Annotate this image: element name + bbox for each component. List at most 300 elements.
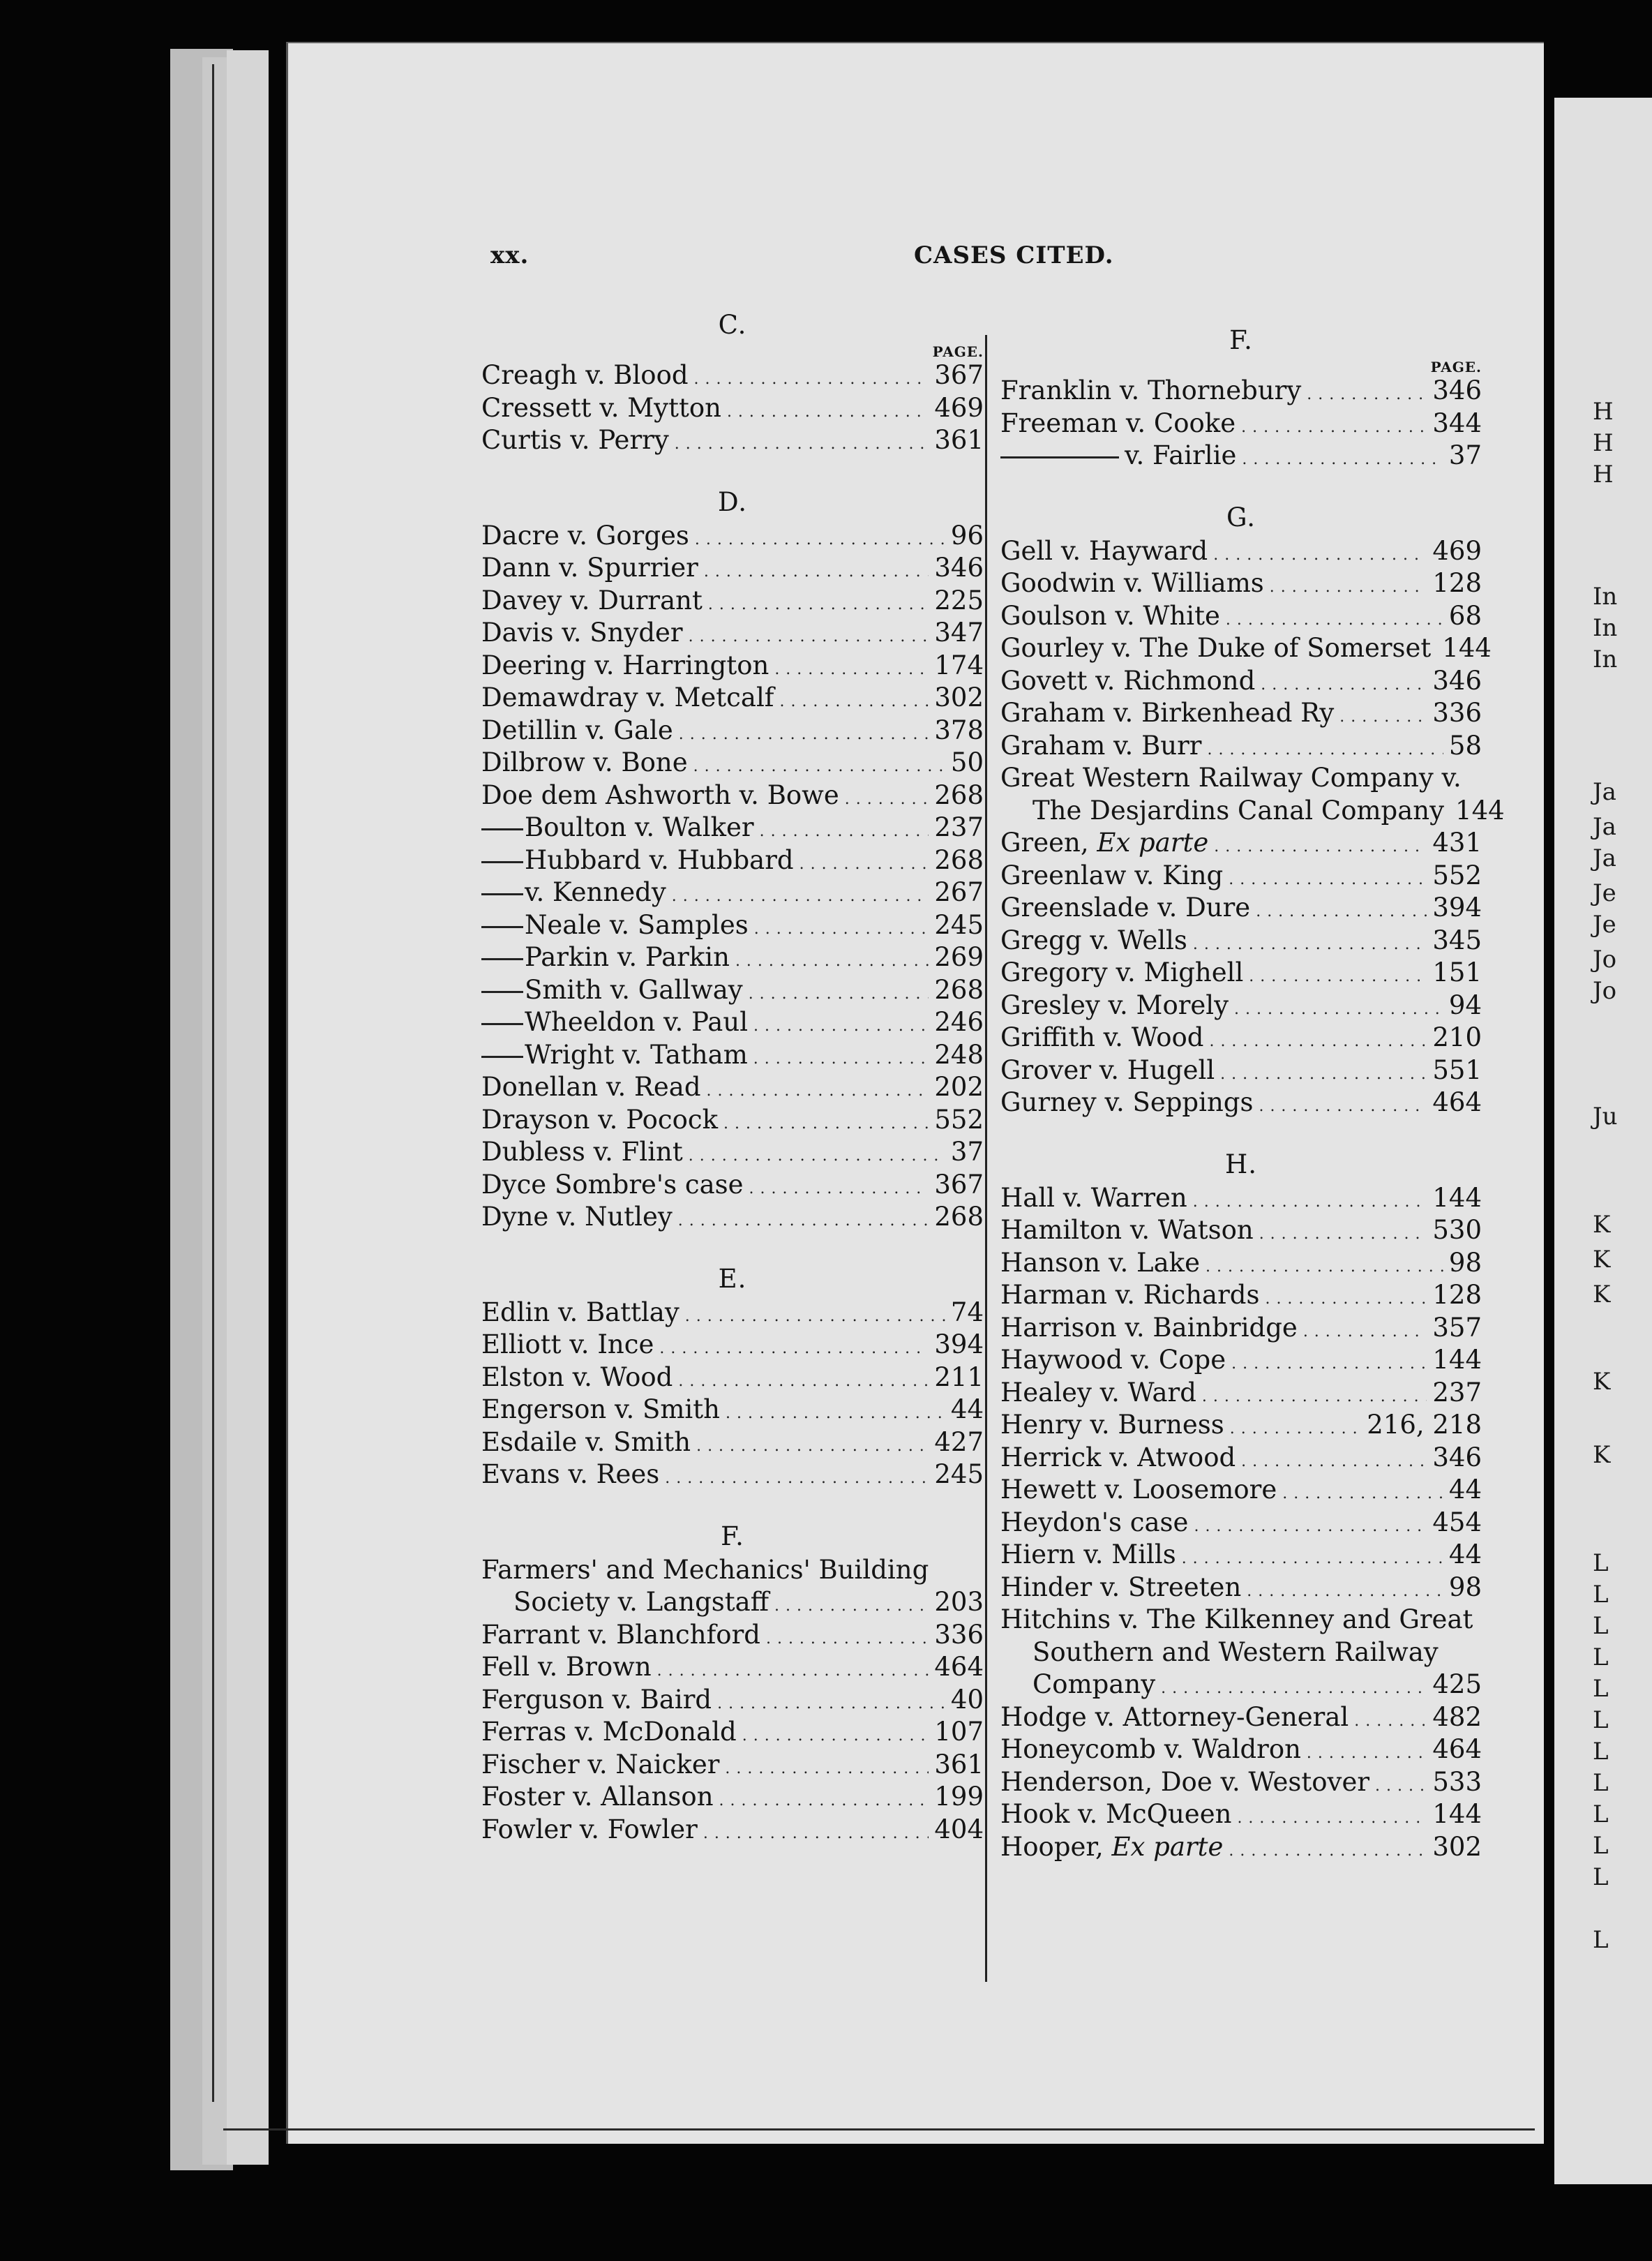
dot-leader bbox=[1247, 1572, 1443, 1602]
case-name bbox=[1000, 408, 1236, 438]
case-entry bbox=[481, 1652, 984, 1685]
case-entry bbox=[1000, 698, 1482, 731]
page-number: 128 bbox=[1432, 568, 1482, 598]
case-entry bbox=[1000, 1767, 1482, 1800]
case-entry bbox=[481, 1007, 984, 1040]
facing-page-letter: Ja bbox=[1593, 778, 1616, 806]
dot-leader bbox=[1241, 408, 1427, 438]
dot-leader bbox=[1230, 1410, 1361, 1440]
case-name bbox=[1000, 633, 1431, 663]
page-number: 336 bbox=[934, 1619, 984, 1650]
page-number: 378 bbox=[934, 715, 984, 745]
case-name bbox=[481, 1587, 769, 1617]
case-name-text: Great Western Railway Company v. bbox=[1000, 763, 1462, 793]
case-entry bbox=[481, 1814, 984, 1847]
page-number: 94 bbox=[1448, 990, 1482, 1020]
facing-page-letter: K bbox=[1593, 1441, 1611, 1469]
case-name bbox=[1000, 1604, 1473, 1634]
dot-leader bbox=[1231, 1345, 1427, 1375]
case-name bbox=[1000, 1215, 1254, 1245]
case-name-text: Davis v. Snyder bbox=[481, 618, 683, 648]
page-number: 361 bbox=[934, 1749, 984, 1779]
page-number: 248 bbox=[934, 1039, 984, 1070]
ditto-dash bbox=[481, 1023, 523, 1025]
page-number: 210 bbox=[1432, 1022, 1482, 1052]
case-name-text: Heydon's case bbox=[1000, 1507, 1189, 1537]
page-number: 44 bbox=[1448, 1539, 1482, 1569]
page-number: 551 bbox=[1432, 1054, 1482, 1085]
page-number: 144 bbox=[1432, 1799, 1482, 1829]
case-name-text: Green, bbox=[1000, 828, 1097, 858]
case-name-text: Drayson v. Pocock bbox=[481, 1104, 719, 1135]
case-name-text: Boulton v. Walker bbox=[525, 812, 754, 842]
case-name-text: Hook v. McQueen bbox=[1000, 1799, 1232, 1829]
dot-leader bbox=[689, 1137, 945, 1167]
dot-leader bbox=[742, 1717, 929, 1747]
facing-page-letter: L bbox=[1593, 1612, 1609, 1640]
case-name-text: Freeman v. Cooke bbox=[1000, 408, 1236, 438]
section-letter: F. bbox=[1229, 325, 1253, 355]
case-name bbox=[481, 1362, 673, 1392]
page-number: 336 bbox=[1432, 698, 1482, 728]
case-name bbox=[1000, 375, 1301, 405]
facing-page-letter: L bbox=[1593, 1926, 1609, 1954]
case-name bbox=[1000, 1183, 1187, 1213]
dot-leader bbox=[1213, 536, 1427, 566]
case-name bbox=[1000, 666, 1255, 696]
case-entry bbox=[1000, 1604, 1482, 1637]
case-name-text: Esdaile v. Smith bbox=[481, 1426, 691, 1457]
page-number: 464 bbox=[934, 1652, 984, 1682]
page-number: 58 bbox=[1448, 730, 1482, 761]
case-entry bbox=[481, 553, 984, 585]
case-name bbox=[1000, 1442, 1236, 1472]
case-entry bbox=[481, 1105, 984, 1137]
case-name bbox=[481, 1297, 679, 1327]
page-number: 37 bbox=[1448, 440, 1482, 470]
case-name-text: Hall v. Warren bbox=[1000, 1182, 1187, 1213]
case-name-text: Graham v. Burr bbox=[1000, 730, 1202, 761]
case-name-text: v. Kennedy bbox=[525, 877, 666, 907]
case-name bbox=[1000, 1087, 1253, 1117]
facing-page-letter: Jo bbox=[1593, 946, 1617, 973]
page-number: 469 bbox=[1432, 535, 1482, 566]
page-number: 268 bbox=[934, 779, 984, 810]
case-name-text: Doe dem Ashworth v. Bowe bbox=[481, 779, 839, 810]
case-name bbox=[1000, 1572, 1241, 1602]
case-name-text: Company bbox=[1032, 1669, 1156, 1699]
case-name-text: Fowler v. Fowler bbox=[481, 1814, 698, 1844]
dot-leader bbox=[1270, 568, 1427, 598]
dot-leader bbox=[1241, 1442, 1427, 1472]
dot-leader bbox=[1303, 1313, 1427, 1343]
case-name-text: Gurney v. Seppings bbox=[1000, 1087, 1254, 1117]
page-number: 302 bbox=[934, 682, 984, 712]
ditto-dash bbox=[481, 926, 523, 928]
case-entry bbox=[1000, 1215, 1482, 1248]
case-name bbox=[1000, 1669, 1155, 1699]
dot-leader bbox=[679, 715, 929, 745]
case-entry bbox=[481, 1717, 984, 1749]
case-name-italic: Ex parte bbox=[1111, 1831, 1224, 1862]
dot-leader bbox=[657, 1652, 929, 1682]
case-name-text: Gregg v. Wells bbox=[1000, 925, 1187, 955]
left-column bbox=[481, 307, 984, 1846]
page-number: 151 bbox=[1432, 957, 1482, 987]
facing-page-letter: L bbox=[1593, 1769, 1609, 1797]
case-name-text: Healey v. Ward bbox=[1000, 1377, 1196, 1408]
page-number: 98 bbox=[1448, 1572, 1482, 1602]
section-gap bbox=[1000, 1120, 1482, 1147]
case-name bbox=[481, 780, 839, 810]
facing-page-letter: Ja bbox=[1593, 813, 1616, 841]
case-entry bbox=[1000, 1637, 1482, 1670]
case-name bbox=[1000, 796, 1444, 826]
page-number: 174 bbox=[934, 650, 984, 680]
case-entry bbox=[1000, 925, 1482, 958]
case-name bbox=[481, 1652, 652, 1682]
case-name bbox=[1000, 763, 1462, 793]
page-column-label: PAGE. bbox=[1430, 359, 1482, 375]
facing-page-letter: L bbox=[1593, 1581, 1609, 1609]
case-entry bbox=[481, 1137, 984, 1170]
case-name bbox=[481, 553, 698, 583]
dot-leader bbox=[1282, 1475, 1443, 1505]
case-name-text: Dann v. Spurrier bbox=[481, 553, 698, 583]
case-entry bbox=[1000, 440, 1482, 473]
page-number: 246 bbox=[934, 1007, 984, 1037]
section-gap bbox=[481, 1234, 984, 1261]
case-name bbox=[481, 1782, 714, 1812]
dot-leader bbox=[1354, 1702, 1427, 1732]
page-number: 225 bbox=[934, 585, 984, 615]
facing-page-letter: K bbox=[1593, 1281, 1611, 1308]
case-entry bbox=[481, 1040, 984, 1073]
case-name-text: Cressett v. Mytton bbox=[481, 392, 721, 423]
case-entry bbox=[481, 521, 984, 553]
case-entry bbox=[1000, 1313, 1482, 1345]
section-letter: E. bbox=[718, 1263, 747, 1294]
facing-page-letter: L bbox=[1593, 1863, 1609, 1891]
page-number: 552 bbox=[934, 1104, 984, 1135]
dot-leader bbox=[703, 1814, 929, 1844]
case-name bbox=[1000, 828, 1208, 858]
dot-leader bbox=[678, 1202, 929, 1232]
case-name bbox=[1000, 957, 1243, 987]
dot-leader bbox=[1339, 698, 1427, 728]
case-name-text: Dacre v. Gorges bbox=[481, 520, 689, 551]
case-entry bbox=[481, 1362, 984, 1395]
case-entry bbox=[481, 942, 984, 975]
facing-page-letter: In bbox=[1593, 583, 1618, 611]
case-entry bbox=[481, 360, 984, 393]
dot-leader bbox=[723, 1105, 929, 1135]
case-entry bbox=[1000, 828, 1482, 860]
page-number: 268 bbox=[934, 974, 984, 1005]
case-entry bbox=[1000, 1475, 1482, 1507]
case-name bbox=[1000, 860, 1223, 890]
facing-page-letter: K bbox=[1593, 1211, 1611, 1239]
dot-leader bbox=[1242, 440, 1443, 470]
page-number: 74 bbox=[950, 1297, 984, 1327]
dot-leader bbox=[719, 1782, 929, 1812]
case-name bbox=[481, 910, 749, 940]
case-name bbox=[481, 682, 774, 712]
case-name-text: Society v. Langstaff bbox=[513, 1587, 769, 1617]
facing-page-letter: Je bbox=[1593, 879, 1616, 907]
page-number: 203 bbox=[934, 1587, 984, 1617]
facing-page-letter: L bbox=[1593, 1643, 1609, 1671]
ditto-dash bbox=[1000, 456, 1119, 458]
case-entry bbox=[481, 425, 984, 458]
page-number: 37 bbox=[950, 1137, 984, 1167]
case-entry bbox=[1000, 990, 1482, 1023]
page-number: 237 bbox=[1432, 1377, 1482, 1408]
case-entry bbox=[1000, 957, 1482, 990]
case-name-text: Farrant v. Blanchford bbox=[481, 1619, 760, 1650]
dot-leader bbox=[1209, 1022, 1427, 1052]
case-entry bbox=[481, 1072, 984, 1105]
case-name bbox=[1000, 893, 1250, 923]
case-name-text: Dilbrow v. Bone bbox=[481, 747, 688, 777]
case-name-text: Gell v. Hayward bbox=[1000, 535, 1208, 566]
case-entry bbox=[1000, 1572, 1482, 1605]
case-entry bbox=[1000, 860, 1482, 893]
case-name-text: Fischer v. Naicker bbox=[481, 1749, 720, 1779]
dot-leader bbox=[672, 877, 929, 907]
case-name-text: Ferguson v. Baird bbox=[481, 1684, 712, 1715]
section-gap bbox=[481, 1492, 984, 1518]
case-name bbox=[481, 845, 794, 875]
case-name-text: Franklin v. Thornebury bbox=[1000, 375, 1302, 405]
case-name bbox=[481, 1072, 701, 1102]
case-entry bbox=[481, 1170, 984, 1202]
dot-leader bbox=[708, 585, 929, 615]
facing-page-letter: Ju bbox=[1593, 1103, 1618, 1130]
dot-leader bbox=[749, 1170, 929, 1200]
case-entry bbox=[1000, 1832, 1482, 1865]
page-edge-front bbox=[227, 50, 269, 2165]
case-name-text: Creagh v. Blood bbox=[481, 360, 689, 390]
dot-leader bbox=[717, 1685, 945, 1715]
column-rule bbox=[985, 335, 987, 1982]
dot-leader bbox=[735, 942, 929, 972]
case-name bbox=[1000, 1345, 1226, 1375]
dot-leader bbox=[689, 618, 929, 648]
case-entry bbox=[1000, 763, 1482, 796]
case-name bbox=[481, 1105, 718, 1135]
case-name bbox=[481, 1137, 683, 1167]
dot-leader bbox=[1237, 1799, 1427, 1829]
case-name bbox=[481, 1329, 654, 1359]
page-number: 404 bbox=[934, 1814, 984, 1844]
facing-page-letter: L bbox=[1593, 1675, 1609, 1703]
dot-leader bbox=[1229, 1832, 1427, 1862]
page-number: 40 bbox=[950, 1684, 984, 1715]
case-name-text: Hanson v. Lake bbox=[1000, 1247, 1200, 1278]
page-number: 394 bbox=[1432, 893, 1482, 923]
dot-leader bbox=[1307, 375, 1427, 405]
ditto-dash bbox=[481, 1056, 523, 1058]
case-name bbox=[481, 1459, 659, 1489]
case-name-text: Detillin v. Gale bbox=[481, 715, 673, 745]
case-name bbox=[1000, 1280, 1259, 1310]
facing-page-letter: L bbox=[1593, 1549, 1609, 1577]
dot-leader bbox=[685, 1297, 945, 1327]
case-name bbox=[1000, 1055, 1215, 1085]
dot-leader bbox=[845, 780, 929, 810]
case-name-text: Hitchins v. The Kilkenney and Great bbox=[1000, 1604, 1473, 1634]
case-name bbox=[481, 585, 703, 615]
case-entry bbox=[481, 910, 984, 943]
case-entry bbox=[481, 1749, 984, 1782]
case-name bbox=[1000, 1313, 1298, 1343]
dot-leader bbox=[753, 1007, 929, 1037]
case-name bbox=[1000, 568, 1264, 598]
page-number: 530 bbox=[1432, 1215, 1482, 1245]
case-entry bbox=[481, 1782, 984, 1814]
facing-page-letter: In bbox=[1593, 646, 1618, 673]
page-number: 202 bbox=[934, 1072, 984, 1102]
case-name-text: Fell v. Brown bbox=[481, 1652, 652, 1682]
page-number: 199 bbox=[934, 1782, 984, 1812]
dot-leader bbox=[753, 1040, 929, 1070]
dot-leader bbox=[760, 812, 929, 842]
case-entry bbox=[1000, 568, 1482, 601]
case-name bbox=[1000, 1799, 1231, 1829]
case-name bbox=[1000, 1507, 1188, 1537]
case-name bbox=[481, 1555, 929, 1585]
case-name bbox=[481, 618, 683, 648]
page-number: 128 bbox=[1432, 1280, 1482, 1310]
page-number: 96 bbox=[950, 520, 984, 551]
dot-leader bbox=[665, 1459, 929, 1489]
ditto-dash bbox=[481, 991, 523, 993]
ditto-dash bbox=[481, 958, 523, 960]
case-entry bbox=[1000, 1442, 1482, 1475]
case-name-text: Harman v. Richards bbox=[1000, 1280, 1260, 1310]
case-entry bbox=[1000, 666, 1482, 699]
facing-page-letter: Ja bbox=[1593, 844, 1616, 872]
case-entry bbox=[481, 1555, 984, 1588]
case-name-text: Henderson, Doe v. Westover bbox=[1000, 1766, 1370, 1797]
case-name-text: Elston v. Wood bbox=[481, 1361, 673, 1392]
case-name bbox=[481, 650, 769, 680]
case-name-text: Wright v. Tatham bbox=[525, 1039, 748, 1070]
page-title: CASES CITED. bbox=[914, 241, 1114, 269]
facing-page-letter: H bbox=[1593, 461, 1614, 488]
case-entry bbox=[481, 618, 984, 650]
case-entry bbox=[481, 1329, 984, 1362]
case-name bbox=[1000, 1475, 1277, 1505]
case-name-italic: Ex parte bbox=[1097, 828, 1209, 858]
case-name bbox=[1000, 1767, 1369, 1797]
case-name bbox=[481, 1427, 691, 1457]
page-number: 245 bbox=[934, 909, 984, 940]
case-name-text: Hubbard v. Hubbard bbox=[525, 844, 794, 875]
case-name bbox=[1000, 990, 1229, 1020]
dot-leader bbox=[749, 975, 929, 1005]
dot-leader bbox=[1234, 990, 1443, 1020]
page-number: 469 bbox=[934, 392, 984, 423]
case-entry bbox=[481, 845, 984, 878]
page-number: 346 bbox=[1432, 375, 1482, 405]
case-name-text: Hodge v. Attorney-General bbox=[1000, 1701, 1349, 1732]
case-name-text: Henry v. Burness bbox=[1000, 1410, 1224, 1440]
dot-leader bbox=[1375, 1767, 1427, 1797]
case-name-text: v. Fairlie bbox=[1125, 440, 1237, 470]
case-entry bbox=[1000, 1345, 1482, 1378]
dot-leader bbox=[678, 1362, 929, 1392]
dot-leader bbox=[1220, 1055, 1427, 1085]
page-number: 268 bbox=[934, 844, 984, 875]
case-name-text: Gourley v. The Duke of Somerset bbox=[1000, 633, 1432, 663]
case-entry bbox=[481, 780, 984, 813]
dot-leader bbox=[1182, 1539, 1443, 1569]
case-entry bbox=[1000, 375, 1482, 408]
case-name bbox=[481, 1202, 673, 1232]
dot-leader bbox=[1161, 1669, 1427, 1699]
case-entry bbox=[1000, 1539, 1482, 1572]
page-frame-bottom bbox=[223, 2128, 1535, 2131]
case-entry bbox=[481, 1685, 984, 1717]
facing-page-letter: L bbox=[1593, 1706, 1609, 1734]
case-entry bbox=[481, 1620, 984, 1652]
dot-leader bbox=[754, 910, 929, 940]
case-name-text: Gregory v. Mighell bbox=[1000, 957, 1244, 987]
case-name-text: Goodwin v. Williams bbox=[1000, 568, 1264, 598]
case-name-text: Dyne v. Nutley bbox=[481, 1202, 673, 1232]
case-name-text: Greenslade v. Dure bbox=[1000, 893, 1251, 923]
page-number: 216, 218 bbox=[1367, 1410, 1482, 1440]
page-number: 44 bbox=[950, 1394, 984, 1424]
case-entry bbox=[481, 1202, 984, 1234]
facing-page-letter: K bbox=[1593, 1246, 1611, 1274]
dot-leader bbox=[726, 1394, 945, 1424]
case-name bbox=[1000, 731, 1201, 761]
dot-leader bbox=[675, 425, 929, 455]
page-number: 268 bbox=[934, 1202, 984, 1232]
dot-leader bbox=[766, 1620, 929, 1650]
case-entry bbox=[481, 747, 984, 780]
case-name-text: Dubless v. Flint bbox=[481, 1137, 683, 1167]
case-entry bbox=[1000, 1055, 1482, 1088]
page-number: 144 bbox=[1455, 795, 1505, 826]
section-gap bbox=[1000, 473, 1482, 500]
page-number: 552 bbox=[1432, 860, 1482, 890]
dot-leader bbox=[1226, 601, 1443, 631]
case-name-text: Wheeldon v. Paul bbox=[525, 1007, 749, 1037]
case-name bbox=[1000, 1022, 1203, 1052]
case-entry bbox=[481, 1394, 984, 1427]
case-name-text: Griffith v. Wood bbox=[1000, 1022, 1204, 1052]
case-name bbox=[1000, 925, 1187, 955]
facing-page-letter: H bbox=[1593, 429, 1614, 457]
page-number: 50 bbox=[950, 747, 984, 777]
case-entry bbox=[481, 1427, 984, 1460]
dot-leader bbox=[1229, 860, 1427, 890]
page-number: 482 bbox=[1432, 1701, 1482, 1732]
case-name-text: Hiern v. Mills bbox=[1000, 1539, 1176, 1569]
section-letter: H. bbox=[1224, 1149, 1258, 1179]
case-entry bbox=[1000, 1248, 1482, 1281]
case-name-text: Harrison v. Bainbridge bbox=[1000, 1312, 1298, 1343]
page-number: 44 bbox=[1448, 1475, 1482, 1505]
folio: xx. bbox=[490, 241, 530, 269]
case-name bbox=[481, 1717, 737, 1747]
case-entry bbox=[1000, 1799, 1482, 1832]
case-entry bbox=[481, 812, 984, 845]
